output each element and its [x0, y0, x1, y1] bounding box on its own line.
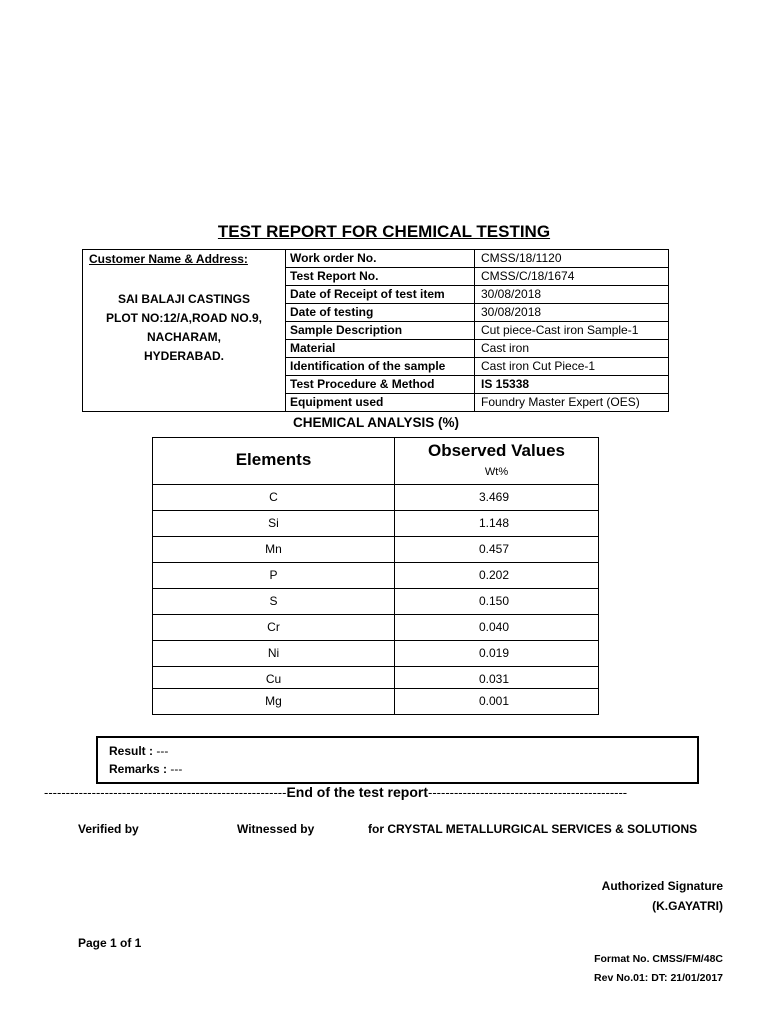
detail-row-report-no [285, 268, 668, 286]
detail-row-receipt-date [285, 286, 668, 304]
report-title: TEST REPORT FOR CHEMICAL TESTING [217, 222, 551, 241]
address-line: NACHARAM, [147, 330, 221, 344]
detail-value: Cast iron [481, 341, 530, 355]
element-value: 0.202 [479, 568, 510, 582]
element-symbol: Ni [267, 646, 280, 660]
detail-value: Cast iron Cut Piece-1 [481, 359, 596, 373]
element-symbol: Cu [265, 672, 282, 686]
table-row [153, 640, 598, 666]
detail-row-material [285, 340, 668, 358]
table-row [153, 588, 598, 614]
detail-row-identification [285, 358, 668, 376]
element-symbol: C [269, 490, 278, 504]
element-value: 0.457 [479, 542, 510, 556]
detail-row-procedure [285, 376, 668, 394]
table-row [153, 562, 598, 588]
element-value: 3.469 [479, 490, 510, 504]
element-value: 0.001 [479, 694, 510, 708]
result-value: --- [156, 744, 169, 758]
elements-header: Elements [235, 450, 312, 469]
address-line: HYDERABAD. [143, 349, 224, 363]
company-signoff: for CRYSTAL METALLURGICAL SERVICES & SOLUTIONS [368, 822, 698, 836]
remarks-label: Remarks : [109, 762, 168, 776]
detail-row-testing-date [285, 304, 668, 322]
detail-label: Date of Receipt of test item [285, 286, 475, 303]
witnessed-by-label: Witnessed by [237, 822, 315, 836]
page-number: Page 1 of 1 [78, 936, 142, 950]
detail-row-work-order [285, 250, 668, 268]
detail-label: Material [285, 340, 475, 357]
dash-rule: -------------------------------------------------------- [44, 785, 287, 800]
detail-label: Equipment used [285, 394, 475, 411]
element-symbol: P [269, 568, 278, 582]
detail-value: CMSS/18/1120 [481, 251, 562, 265]
detail-label: Work order No. [285, 250, 475, 267]
element-symbol: Cr [267, 620, 280, 634]
customer-address [83, 290, 285, 366]
dash-rule: ---------------------------------------------- [428, 785, 628, 800]
chemical-analysis-table [152, 437, 599, 715]
detail-value: Cut piece-Cast iron Sample-1 [481, 323, 639, 337]
authorized-signature-label: Authorized Signature [601, 879, 723, 893]
detail-label: Test Procedure & Method [285, 376, 475, 393]
table-row [153, 688, 598, 714]
format-number: Format No. CMSS/FM/48C [594, 953, 723, 965]
result-box [96, 736, 699, 784]
verified-by-label: Verified by [78, 822, 139, 836]
detail-row-sample-description [285, 322, 668, 340]
element-symbol: Mg [265, 694, 282, 708]
element-symbol: Si [268, 516, 279, 530]
detail-label: Date of testing [285, 304, 475, 321]
element-value: 0.040 [479, 620, 510, 634]
remarks-value: --- [170, 762, 183, 776]
end-of-report-text: End of the test report [286, 784, 428, 800]
end-of-report-line [44, 784, 654, 800]
detail-label: Sample Description [285, 322, 475, 339]
element-value: 0.031 [479, 672, 510, 686]
unit-label: Wt% [484, 466, 509, 478]
signatory-name: (K.GAYATRI) [652, 899, 723, 913]
detail-value: CMSS/C/18/1674 [481, 269, 575, 283]
detail-value: 30/08/2018 [481, 305, 542, 319]
element-value: 1.148 [479, 516, 510, 530]
element-value: 0.019 [479, 646, 510, 660]
customer-label: Customer Name & Address: [89, 252, 248, 266]
customer-cell [83, 250, 286, 411]
customer-name: SAI BALAJI CASTINGS [117, 292, 250, 306]
element-symbol: S [269, 594, 278, 608]
remarks-line [109, 762, 182, 776]
result-line [109, 744, 168, 758]
detail-value: Foundry Master Expert (OES) [481, 395, 640, 409]
table-row [153, 614, 598, 640]
detail-value: IS 15338 [481, 377, 530, 391]
table-row [153, 484, 598, 510]
detail-value: 30/08/2018 [481, 287, 542, 301]
report-info-table [82, 249, 669, 412]
chemical-analysis-heading: CHEMICAL ANALYSIS (%) [292, 415, 459, 430]
detail-row-equipment [285, 394, 668, 412]
element-value: 0.150 [479, 594, 510, 608]
detail-label: Identification of the sample [285, 358, 475, 375]
result-label: Result : [109, 744, 154, 758]
revision-number: Rev No.01: DT: 21/01/2017 [594, 972, 723, 984]
table-row [153, 536, 598, 562]
observed-values-header: Observed Values [427, 441, 566, 460]
detail-label: Test Report No. [285, 268, 475, 285]
table-row [153, 510, 598, 536]
element-symbol: Mn [265, 542, 282, 556]
address-line: PLOT NO:12/A,ROAD NO.9, [105, 311, 263, 325]
